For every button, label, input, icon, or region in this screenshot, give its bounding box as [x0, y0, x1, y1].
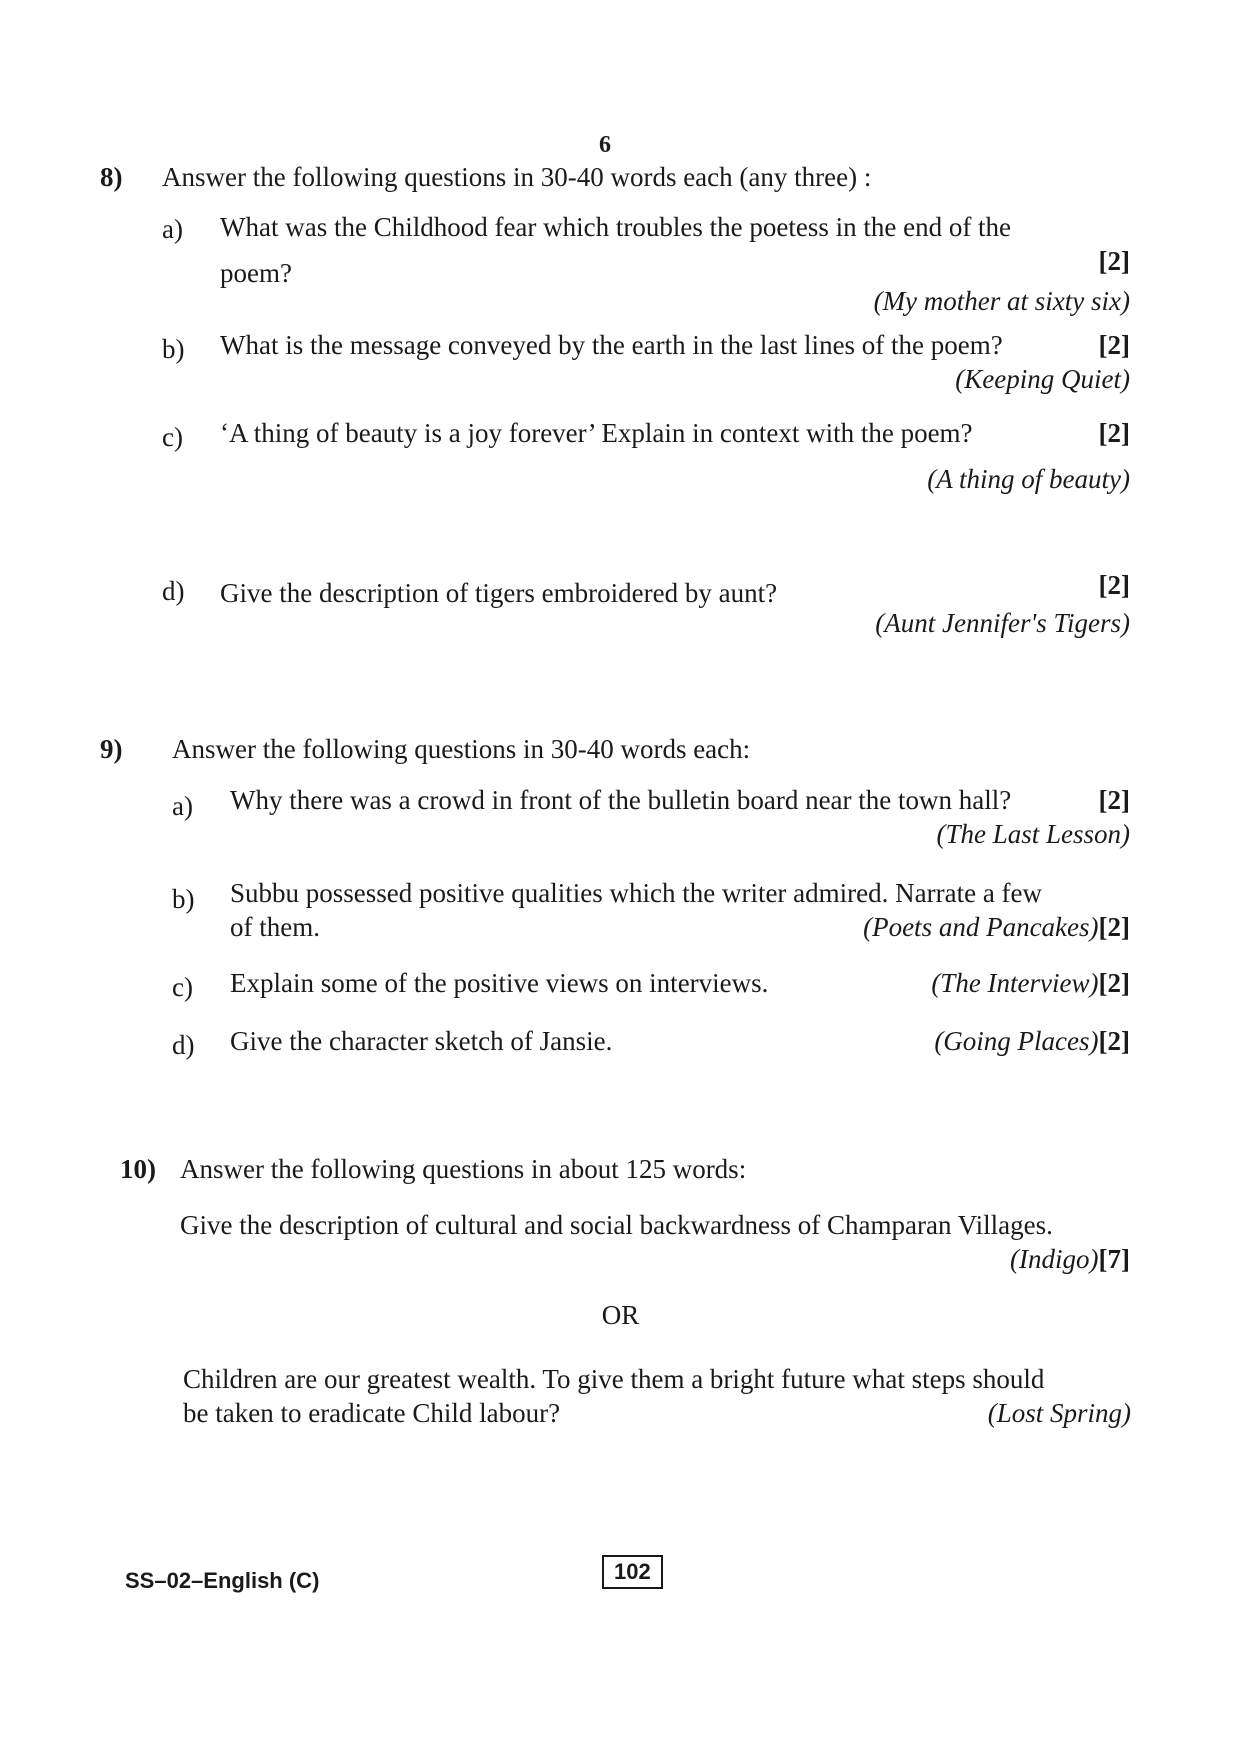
question-9d	[100, 1024, 1130, 1062]
sub-question-text: What is the message conveyed by the earth in the last lines of the poem?	[220, 330, 1003, 360]
sub-question-text: Subbu possessed positive qualities which the writer admired. Narrate a few	[230, 878, 1043, 908]
sub-question-text: ‘A thing of beauty is a joy forever’ Explain in context with the poem?	[220, 418, 973, 448]
sub-question-text: Explain some of the positive views on interviews.	[230, 968, 769, 998]
marks: [2]	[1098, 418, 1130, 448]
sub-question-letter: d)	[172, 1030, 195, 1060]
question-9	[100, 732, 1130, 766]
sub-question-body	[220, 568, 1130, 640]
option-text-cont: be taken to eradicate Child labour?	[183, 1398, 561, 1428]
question-8b	[100, 328, 1130, 396]
sub-question	[172, 966, 1130, 1004]
source-title: (Keeping Quiet)	[955, 364, 1130, 394]
source-title: (The Last Lesson)	[936, 819, 1130, 849]
paper-code: SS–02–English (C)	[125, 1568, 320, 1593]
source-and-marks	[863, 910, 1130, 944]
question-10-option-2	[183, 1362, 1131, 1430]
sub-question-line	[230, 910, 1130, 944]
sub-question-letter: a)	[172, 791, 193, 821]
sub-question-letter: c)	[172, 972, 193, 1002]
sub-question	[162, 568, 1130, 640]
sub-question-line	[220, 416, 1130, 450]
source-title: (My mother at sixty six)	[873, 286, 1130, 316]
source-title: (The Interview)	[931, 968, 1099, 998]
question-8-header	[100, 160, 1130, 194]
sub-question	[162, 210, 1130, 318]
sub-question-text: Give the description of tigers embroidered by aunt?	[220, 578, 778, 608]
sub-question	[172, 1024, 1130, 1062]
sub-question-line	[220, 328, 1130, 362]
question-9-header	[100, 732, 1130, 766]
sub-question	[172, 783, 1130, 851]
sub-question-letter: a)	[162, 214, 183, 244]
sub-question	[162, 416, 1130, 496]
question-9b	[100, 876, 1130, 944]
sub-question-line	[230, 1024, 1130, 1058]
option-text: Children are our greatest wealth. To give them a bright future what steps should	[183, 1364, 1045, 1394]
question-number: 10)	[120, 1154, 156, 1184]
marks: [2]	[1098, 330, 1130, 360]
question-prompt: Answer the following questions in 30-40 words each (any three) :	[162, 162, 872, 192]
sub-question-line	[220, 568, 1130, 610]
question-8c	[100, 416, 1130, 496]
question-10-option-1	[180, 1208, 1130, 1276]
sub-question	[172, 876, 1130, 944]
source-and-marks	[931, 966, 1130, 1000]
sub-question-body	[230, 966, 1130, 1000]
marks: [2]	[1098, 1026, 1130, 1056]
question-8d	[100, 568, 1130, 640]
question-10	[120, 1152, 1130, 1186]
sub-question-line	[230, 966, 1130, 1000]
sub-question	[162, 328, 1130, 396]
option-line	[183, 1396, 1131, 1430]
question-prompt: Answer the following questions in about 125 words:	[180, 1154, 747, 1184]
sub-question-body	[230, 1024, 1130, 1058]
sub-question-body	[230, 876, 1130, 944]
marks: [2]	[1098, 912, 1130, 942]
question-number: 8)	[100, 162, 123, 192]
question-prompt: Answer the following questions in 30-40 words each:	[172, 734, 751, 764]
sub-question-line	[230, 783, 1130, 817]
sub-question-text: Why there was a crowd in front of the bulletin board near the town hall?	[230, 785, 1012, 815]
sub-question-letter: b)	[172, 884, 195, 914]
question-9c	[100, 966, 1130, 1004]
page-number: 6	[599, 132, 611, 158]
option-text: Give the description of cultural and social backwardness of Champaran Villages.	[180, 1210, 1053, 1240]
question-10-header	[120, 1152, 1130, 1186]
marks: [2]	[1098, 570, 1130, 600]
or-separator: OR	[601, 1300, 640, 1330]
sub-question-text-cont: poem?	[220, 258, 292, 288]
sub-question-body	[220, 328, 1130, 396]
sub-question-body	[220, 210, 1130, 318]
source-title: (Going Places)	[934, 1026, 1099, 1056]
source-title: (A thing of beauty)	[927, 464, 1130, 494]
source-title: (Indigo)	[1010, 1244, 1099, 1274]
source-title: (Poets and Pancakes)	[863, 912, 1099, 942]
question-9a	[100, 783, 1130, 851]
source-and-marks	[180, 1242, 1130, 1276]
question-number: 9)	[100, 734, 123, 764]
sub-question-body	[230, 783, 1130, 851]
footer-page-number: 102	[602, 1555, 663, 1589]
sub-question-body	[220, 416, 1130, 496]
source-title: (Lost Spring)	[987, 1398, 1131, 1428]
sub-question-text: Give the character sketch of Jansie.	[230, 1026, 613, 1056]
sub-question-text-cont: of them.	[230, 912, 320, 942]
marks: [2]	[1098, 785, 1130, 815]
source-and-marks	[934, 1024, 1130, 1058]
sub-question-letter: c)	[162, 422, 183, 452]
question-8a	[100, 210, 1130, 318]
marks: [2]	[1098, 968, 1130, 998]
sub-question-letter: b)	[162, 334, 185, 364]
marks: [2]	[1098, 246, 1130, 276]
marks: [7]	[1098, 1244, 1130, 1274]
question-8	[100, 160, 1130, 194]
sub-question-text: What was the Childhood fear which troubles the poetess in the end of the	[220, 212, 1012, 242]
sub-question-letter: d)	[162, 576, 185, 606]
source-title: (Aunt Jennifer's Tigers)	[875, 608, 1130, 638]
